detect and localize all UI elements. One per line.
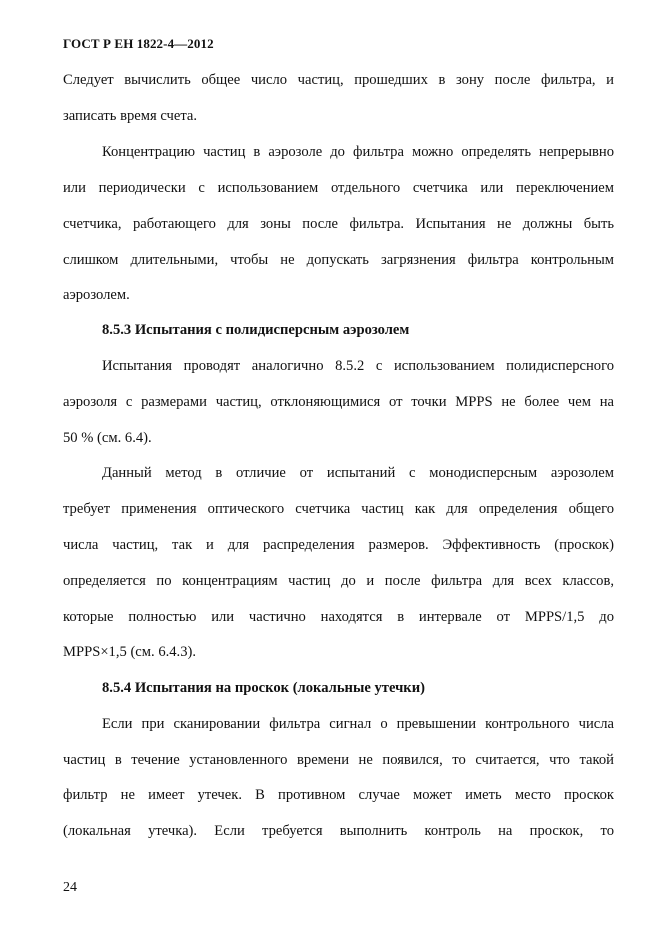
text-line: требует применения оптического счетчика частиц как для определения общего [63,501,614,517]
text-line: Испытания проводят аналогично 8.5.2 с использованием полидисперсного [102,358,614,374]
text-line: которые полностью или частично находятся в интервале от MPPS/1,5 до [63,609,614,625]
text-line: числа частиц, так и для распределения размеров. Эффективность (проскок) [63,537,614,553]
text-line: фильтр не имеет утечек. В противном случае может иметь место проскок [63,787,614,803]
text-line: (локальная утечка). Если требуется выполнить контроль на проскок, то [63,823,614,839]
text-line: Данный метод в отличие от испытаний с монодисперсным аэрозолем [102,465,614,481]
section-heading-8-5-4: 8.5.4 Испытания на проскок (локальные утечки) [102,680,425,696]
text-line: Концентрацию частиц в аэрозоле до фильтра можно определять непрерывно [102,144,614,160]
text-line: или периодически с использованием отдельного счетчика или переключением [63,180,614,196]
text-line: счетчика, работающего для зоны после фильтра. Испытания не должны быть [63,216,614,232]
text-line: Следует вычислить общее число частиц, прошедших в зону после фильтра, и [63,72,614,88]
text-line: записать время счета. [63,108,198,124]
text-line: слишком длительными, чтобы не допускать загрязнения фильтра контрольным [63,252,614,268]
text-line: частиц в течение установленного времени не появился, то считается, что такой [63,752,614,768]
text-line: Если при сканировании фильтра сигнал о превышении контрольного числа [102,716,614,732]
standard-header: ГОСТ Р ЕН 1822-4—2012 [63,36,214,51]
text-line: определяется по концентрациям частиц до и после фильтра для всех классов, [63,573,614,589]
text-line: аэрозоля с размерами частиц, отклоняющимися от точки MPPS не более чем на [63,394,614,410]
section-heading-8-5-3: 8.5.3 Испытания с полидисперсным аэрозолем [102,322,410,338]
text-line: аэрозолем. [63,287,130,303]
text-line: 50 % (см. 6.4). [63,430,152,446]
text-line: MPPS×1,5 (см. 6.4.3). [63,644,197,660]
page-number: 24 [63,880,77,895]
